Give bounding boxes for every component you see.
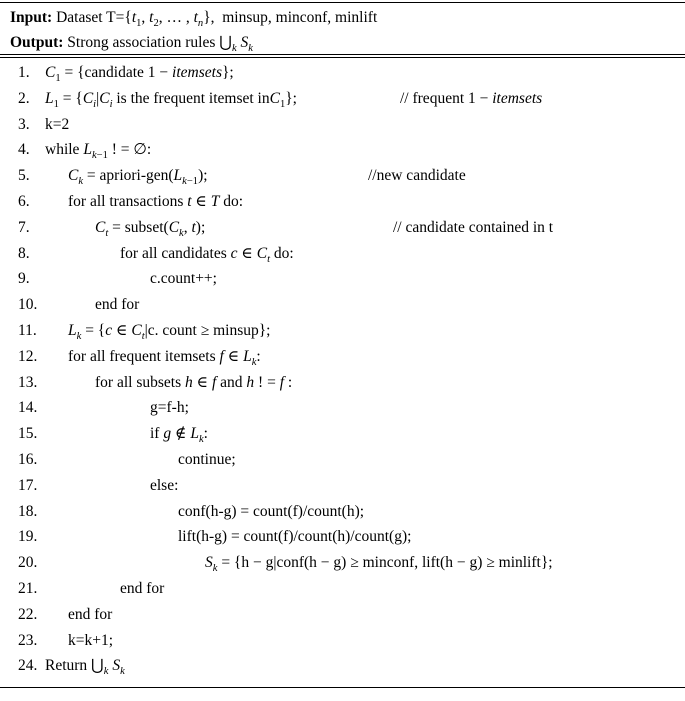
input-label: Input: — [10, 9, 53, 26]
line-code: k=2 — [45, 115, 70, 133]
line-code: $L_k = \{c$ ∈ $C_t|c$. count ≥ minsup}; — [68, 321, 271, 343]
top-rule — [0, 2, 685, 3]
line-number: 4. — [18, 141, 30, 159]
line-number: 13. — [18, 373, 38, 391]
line-22 — [0, 602, 685, 628]
input-text: Dataset $T=\{t_1$, $t_2$, … , $t_n$}, minsup, minconf, minlift — [52, 9, 378, 30]
line-code: if g ∉ $L_k$: — [150, 425, 208, 446]
line-13 — [0, 370, 685, 396]
input-line — [10, 5, 679, 30]
line-code: while $L_{k-1}$ ! = ∅: — [45, 141, 152, 162]
line-1 — [0, 60, 685, 86]
line-number: 11. — [18, 321, 37, 339]
algorithm-header — [10, 5, 679, 55]
output-label: Output: — [10, 34, 64, 51]
line-code: continue; — [178, 450, 236, 468]
line-21 — [0, 576, 685, 602]
line-code: for all candidates c ∈ $C_t$ do: — [120, 244, 294, 265]
line-2 — [0, 86, 685, 112]
line-comment: //new candidate — [368, 167, 466, 185]
output-line — [10, 30, 679, 55]
line-number: 23. — [18, 631, 38, 649]
line-number: 14. — [18, 399, 38, 417]
line-20 — [0, 550, 685, 576]
line-12 — [0, 344, 685, 370]
line-code: g=f-h; — [150, 399, 189, 417]
line-17 — [0, 473, 685, 499]
line-number: 17. — [18, 476, 38, 494]
line-number: 10. — [18, 296, 38, 314]
line-16 — [0, 447, 685, 473]
line-14 — [0, 395, 685, 421]
line-number: 22. — [18, 605, 38, 623]
line-number: 21. — [18, 579, 38, 597]
line-5 — [0, 163, 685, 189]
line-number: 9. — [18, 270, 30, 288]
line-19 — [0, 524, 685, 550]
line-code: $S_k = \{h$ − g|conf(h − g) ≥ minconf, lift(h − g) ≥ minlift}; — [205, 554, 553, 575]
line-code: for all frequent itemsets f ∈ $L_k$: — [68, 347, 261, 368]
line-24 — [0, 653, 685, 679]
line-code: end for — [120, 579, 165, 597]
line-number: 3. — [18, 115, 30, 133]
line-number: 6. — [18, 192, 30, 210]
line-3 — [0, 112, 685, 138]
line-number: 2. — [18, 89, 30, 107]
line-code: else: — [150, 476, 179, 494]
line-code: $C_t$ = $subset(C_k$, t); — [95, 218, 206, 239]
line-number: 8. — [18, 244, 30, 262]
line-code: end for — [95, 296, 140, 314]
line-15 — [0, 421, 685, 447]
line-11 — [0, 318, 685, 344]
line-23 — [0, 628, 685, 654]
line-code: end for — [68, 605, 113, 623]
line-comment: // candidate contained in t — [393, 218, 554, 236]
line-code: conf(h-g) = count(f)/count(h); — [178, 502, 365, 520]
line-18 — [0, 499, 685, 525]
line-7 — [0, 215, 685, 241]
line-6 — [0, 189, 685, 215]
line-number: 5. — [18, 167, 30, 185]
line-number: 16. — [18, 450, 38, 468]
line-number: 19. — [18, 528, 38, 546]
line-number: 7. — [18, 218, 30, 236]
line-code: for all subsets h ∈ f and h ! = f : — [95, 373, 293, 391]
line-code: c.count++; — [150, 270, 217, 288]
line-code: for all transactions t ∈ T do: — [68, 192, 244, 210]
line-number: 20. — [18, 554, 38, 572]
line-10 — [0, 292, 685, 318]
bottom-rule — [0, 687, 685, 688]
line-code: Return $⋃_k$ $S_k$ — [45, 657, 125, 678]
line-number: 15. — [18, 425, 38, 443]
line-number: 18. — [18, 502, 38, 520]
line-code: $C_1$ = {candidate 1 − itemsets}; — [45, 64, 234, 85]
line-code: $C_k$ = apriori-$gen(L_{k-1})$; — [68, 167, 208, 188]
line-4 — [0, 137, 685, 163]
header-separator-rule — [0, 54, 685, 58]
line-code: lift(h-g) = count(f)/count(h)/count(g); — [178, 528, 412, 546]
output-text: Strong association rules $⋃_k$ $S_k$ — [63, 34, 253, 55]
line-code: $L_1 = \{C_i|C_i$ is the frequent itemset inC$_1$}; — [45, 89, 297, 110]
pseudocode-body — [0, 60, 685, 679]
line-8 — [0, 241, 685, 267]
line-9 — [0, 266, 685, 292]
line-number: 1. — [18, 64, 30, 81]
line-number: 12. — [18, 347, 38, 365]
line-number: 24. — [18, 657, 38, 675]
line-comment: // frequent 1 − itemsets — [400, 89, 543, 107]
line-code: k=k+1; — [68, 631, 114, 649]
